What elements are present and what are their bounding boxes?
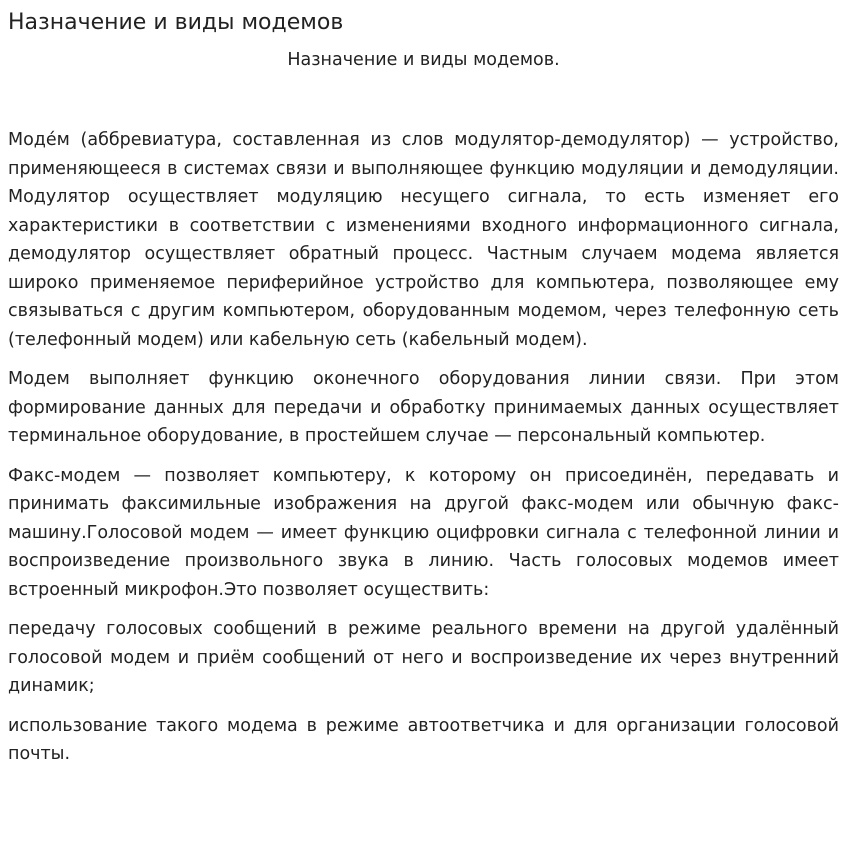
document-subtitle: Назначение и виды модемов. xyxy=(287,50,560,70)
paragraph-terminal-equipment: Модем выполняет функцию оконечного оборудования линии связи. При этом формирование данных для передачи и обработку принимаемых данных осуществляет терминальное оборудование, в простейшем случае — персональный компьютер. xyxy=(8,369,839,446)
paragraph-modem-definition: Моде́м (аббревиатура, составленная из слов модулятор-демодулятор) — устройство, применяющееся в системах связи и выполняющее функцию модуляции и демодуляции. Модулятор осуществляет модуляцию несущего сигнала, то есть изменяет его характеристики в соответствии с изменениями входного информационного сигнала, демодулятор осуществляет обратный процесс. Частным случаем модема является широко применяемое периферийное устройство для компьютера, позволяющее ему связываться с другим компьютером, оборудованным модемом, через телефонную сеть (телефонный модем) или кабельную сеть (кабельный модем). xyxy=(8,130,839,350)
paragraph-fax-voice-modem: Факс-модем — позволяет компьютеру, к которому он присоединён, передавать и принимать факсимильные изображения на другой факс-модем или обычную факс-машину.Голосовой модем — имеет функцию оцифровки сигнала с телефонной линии и воспроизведение произвольного звука в линию. Часть голосовых модемов имеет встроенный микрофон.Это позволяет осуществить: xyxy=(8,465,839,600)
paragraph-answering-machine: использование такого модема в режиме автоответчика и для организации голосовой почты. xyxy=(8,715,839,764)
document-body xyxy=(8,126,839,769)
paragraph-voice-messages: передачу голосовых сообщений в режиме реального времени на другой удалённый голосовой модем и приём сообщений от него и воспроизведение их через внутренний динамик; xyxy=(8,619,839,696)
page-title: Назначение и виды модемов xyxy=(8,10,344,35)
